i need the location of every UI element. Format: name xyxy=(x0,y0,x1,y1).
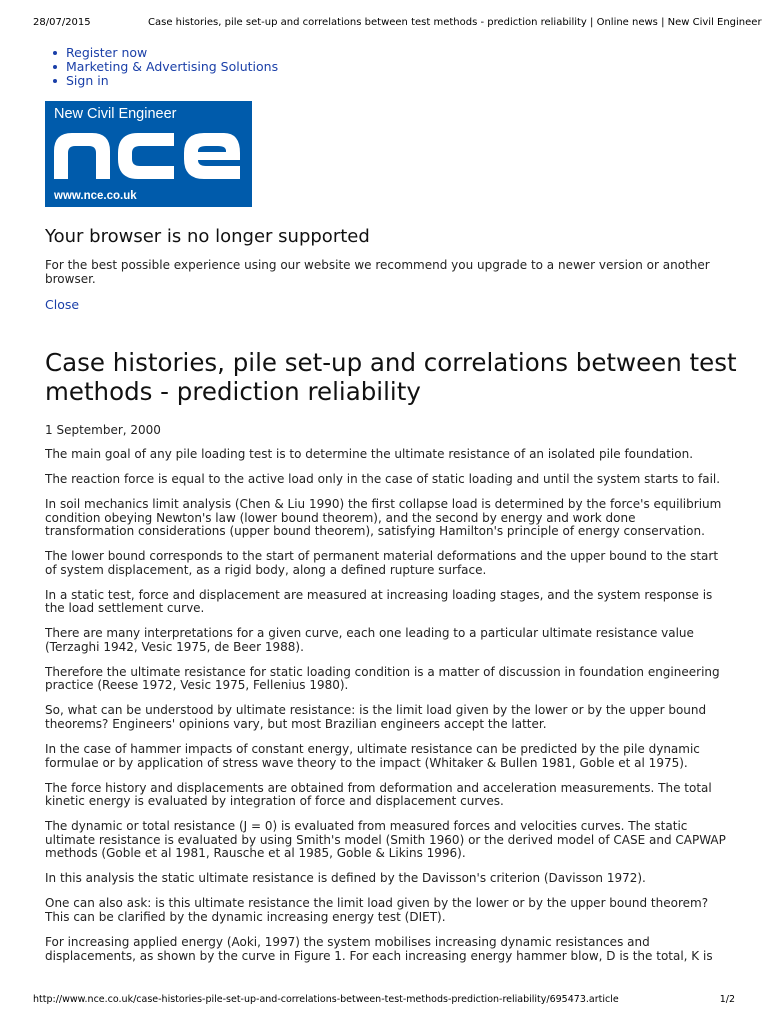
article-date: 1 September, 2000 xyxy=(45,423,161,437)
article-paragraph: In this analysis the static ultimate resistance is defined by the Davisson's criterion (Davisson 1972). xyxy=(45,871,646,886)
logo-url: www.nce.co.uk xyxy=(54,190,137,202)
article-title: Case histories, pile set-up and correlations between test methods - prediction reliability xyxy=(45,348,737,406)
nce-logo[interactable] xyxy=(45,101,252,207)
article-paragraph: So, what can be understood by ultimate resistance: is the limit load given by the lower or by the upper bound theorems? Engineers' opinions vary, but most Brazilian engineers accept the latter. xyxy=(45,703,707,732)
logo-title: New Civil Engineer xyxy=(54,106,177,122)
article-paragraph: The dynamic or total resistance (J = 0) is evaluated from measured forces and velocities curves. The static ultimate resistance is evaluated by using Smith's model (Smith 1960) or the derived model of CASE and CAPWAP methods (Goble et al 1981, Rausche et al 1985, Goble & Likins 1996). xyxy=(45,819,726,861)
article-paragraph: In a static test, force and displacement are measured at increasing loading stages, and the system response is the load settlement curve. xyxy=(45,587,713,616)
article-paragraph: There are many interpretations for a given curve, each one leading to a particular ultimate resistance value (Terzaghi 1942, Vesic 1975, de Beer 1988). xyxy=(45,626,694,654)
print-footer xyxy=(33,994,735,1008)
sign-in-link[interactable]: Sign in xyxy=(66,74,278,88)
article-paragraph: The force history and displacements are obtained from deformation and acceleration measurements. The total kinetic energy is evaluated by integration of force and displacement curves. xyxy=(45,780,712,809)
article-paragraph: In the case of hammer impacts of constant energy, ultimate resistance can be predicted by the pile dynamic formulae or by application of stress wave theory to the impact (Whitaker & Bullen 1981, Goble et al 1975). xyxy=(45,742,700,770)
print-page-number: 1/2 xyxy=(719,994,735,1005)
article-paragraph: The lower bound corresponds to the start of permanent material deformations and the upper bound to the start of system displacement, as a rigid body, along a defined rupture surface. xyxy=(45,549,719,577)
article-paragraph: The main goal of any pile loading test is to determine the ultimate resistance of an isolated pile foundation. xyxy=(45,448,694,461)
browser-notice-heading: Your browser is no longer supported xyxy=(45,226,370,247)
nce-wordmark xyxy=(54,129,244,179)
print-header xyxy=(33,17,762,31)
print-date: 28/07/2015 xyxy=(33,17,91,28)
article-paragraph: The reaction force is equal to the active load only in the case of static loading and until the system starts to fail. xyxy=(45,471,721,486)
browser-notice-text: For the best possible experience using our website we recommend you upgrade to a newer version or another browser. xyxy=(45,258,710,286)
marketing-solutions-link[interactable]: Marketing & Advertising Solutions xyxy=(66,59,279,74)
article-body xyxy=(45,448,727,983)
print-page-title: Case histories, pile set-up and correlations between test methods - prediction reliability | Online news | New Civil Engineer xyxy=(148,17,762,28)
top-links-list xyxy=(66,46,278,88)
close-link[interactable]: Close xyxy=(45,297,80,312)
article-paragraph: Therefore the ultimate resistance for static loading condition is a matter of discussion in foundation engineering practice (Reese 1972, Vesic 1975, Fellenius 1980). xyxy=(45,664,720,693)
print-footer-url: http://www.nce.co.uk/case-histories-pile-set-up-and-correlations-between-test-methods-prediction-reliability/695473.article xyxy=(33,994,619,1005)
article-paragraph: For increasing applied energy (Aoki, 1997) the system mobilises increasing dynamic resistances and displacements, as shown by the curve in Figure 1. For each increasing energy hammer blow, D is the total, K is xyxy=(45,934,713,963)
article-paragraph: In soil mechanics limit analysis (Chen & Liu 1990) the first collapse load is determined by the force's equilibrium condition obeying Newton's law (lower bound theorem), and the second by energy and work done transformation considerations (upper bound theorem), satisfying Hamilton's principle of energy conservation. xyxy=(45,496,722,539)
register-now-link[interactable]: Register now xyxy=(66,46,278,60)
article-paragraph: One can also ask: is this ultimate resistance the limit load given by the lower or by the upper bound theorem? This can be clarified by the dynamic increasing energy test (DIET). xyxy=(45,896,709,924)
